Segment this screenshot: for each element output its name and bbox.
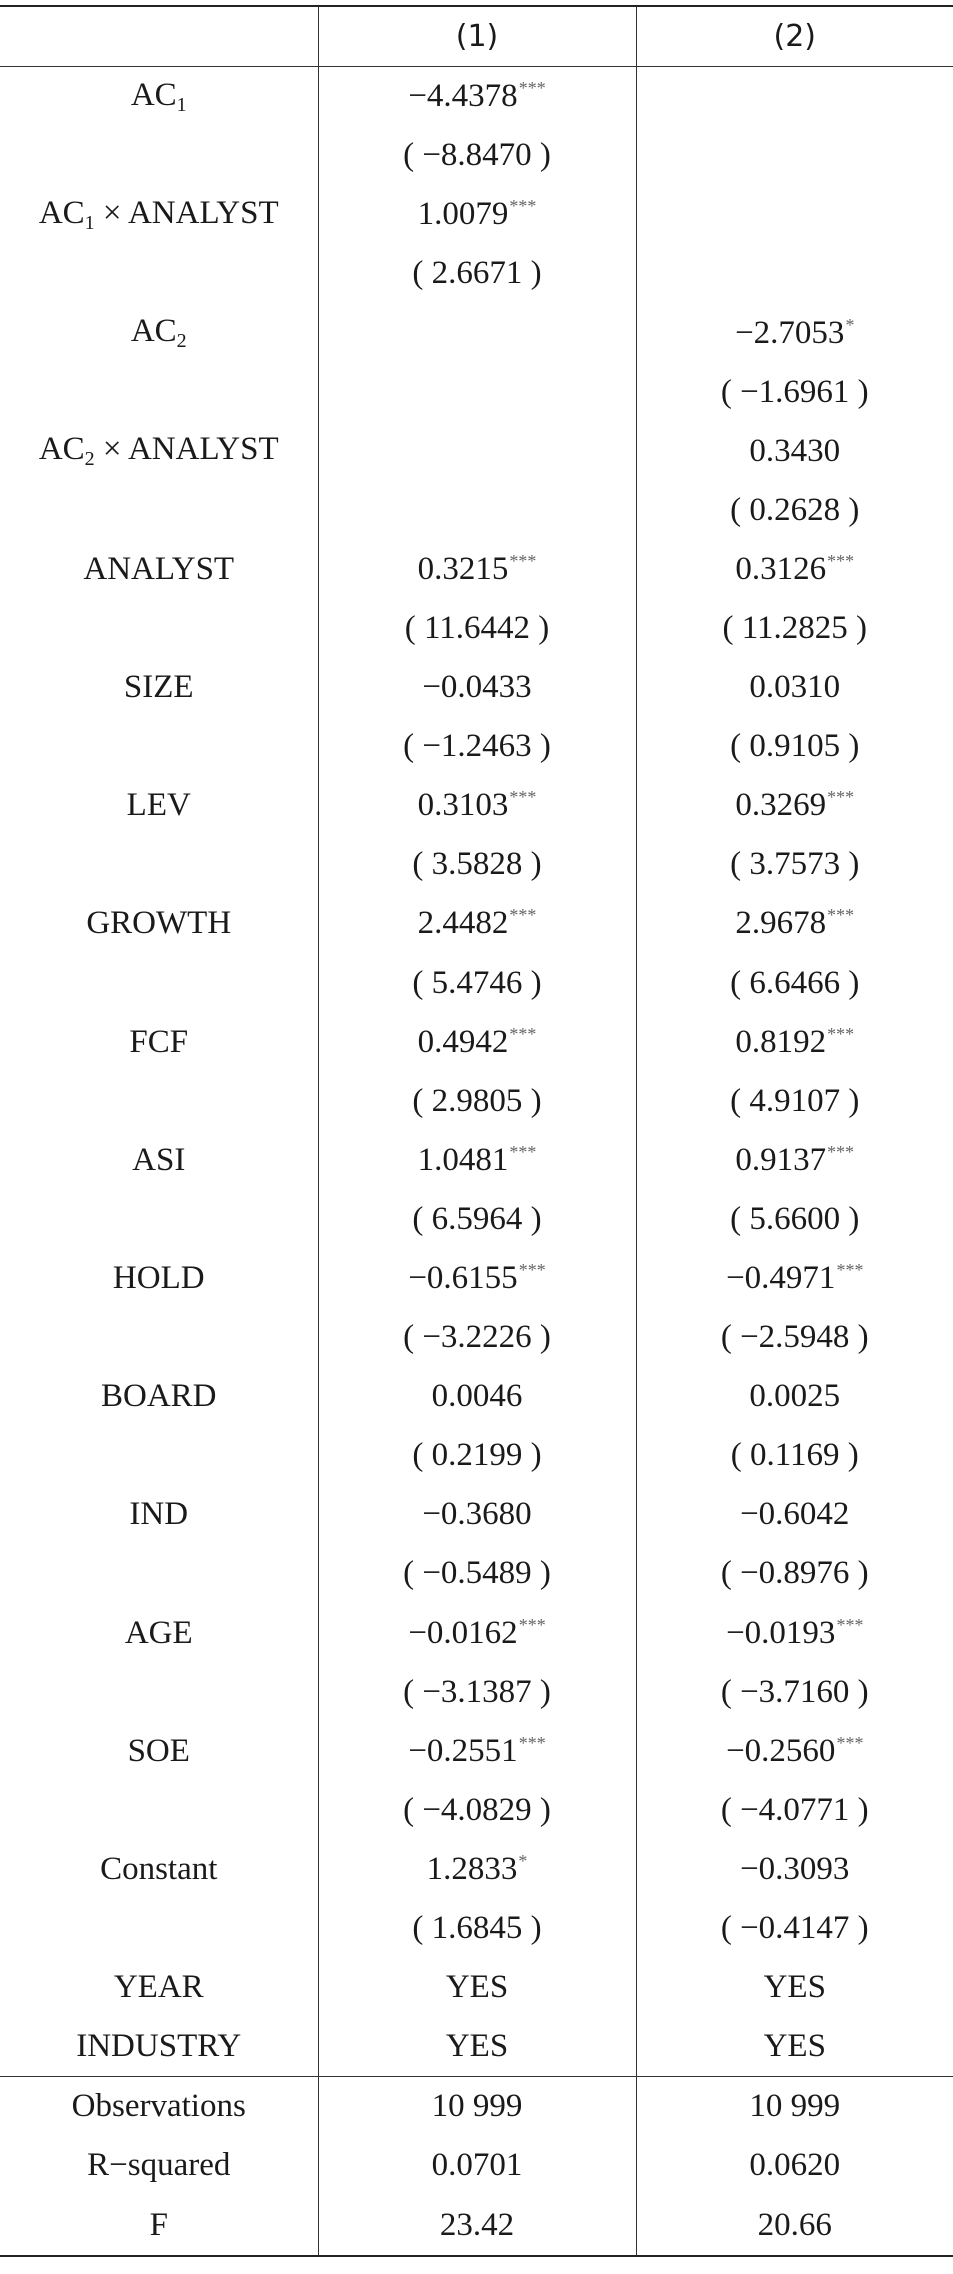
coefficient-row: [0, 658, 953, 717]
coefficient-row: [0, 185, 953, 244]
variable-name: [0, 1544, 318, 1603]
significance-stars: ***: [518, 1732, 546, 1753]
model-2-cell: [636, 1426, 953, 1485]
significance-stars: ***: [827, 550, 855, 571]
model-1-cell-value: ( −3.1387 ): [403, 1673, 551, 1710]
model-2-cell: [636, 363, 953, 422]
model-1-cell-value: ( −8.8470 ): [403, 137, 551, 174]
significance-stars: ***: [827, 905, 855, 926]
variable-name: $AC_1$ × ANALYST: [0, 185, 318, 244]
model-1-cell: [318, 540, 636, 599]
model-2-cell: [636, 717, 953, 776]
model-1-cell-value: ( −4.0829 ): [403, 1791, 551, 1828]
statistics-row: [0, 2136, 953, 2195]
model-2-cell-value: 2.9678: [735, 905, 827, 942]
significance-stars: *: [845, 314, 855, 335]
variable-name: ANALYST: [0, 540, 318, 599]
variable-name: GROWTH: [0, 894, 318, 953]
model-1-cell-value: ( −1.2463 ): [403, 728, 551, 765]
variable-name: ASI: [0, 1131, 318, 1190]
model-2-cell: [636, 1840, 953, 1899]
model-1-cell-value: 2.4482: [417, 905, 509, 942]
model-1-cell: [318, 244, 636, 303]
tstat-row: [0, 1072, 953, 1131]
significance-stars: ***: [836, 1260, 864, 1281]
model-2-cell: [636, 894, 953, 953]
model-2-cell-value: −0.4971: [726, 1260, 836, 1297]
model-2-cell-value: ( 6.6466 ): [730, 964, 860, 1001]
significance-stars: ***: [836, 1732, 864, 1753]
model-2-cell-value: −0.2560: [726, 1732, 836, 1769]
variable-name: SOE: [0, 1722, 318, 1781]
model-2-cell-value: ( −1.6961 ): [720, 373, 869, 410]
variable-name: [0, 363, 318, 422]
model-2-cell-value: ( −0.4147 ): [720, 1910, 869, 1947]
model-2-cell: [636, 954, 953, 1013]
model-2-cell: [636, 185, 953, 244]
model-1-cell: [318, 185, 636, 244]
model-2-cell: [636, 540, 953, 599]
tstat-row: [0, 126, 953, 185]
model-1-cell: [318, 1131, 636, 1190]
variable-name: Constant: [0, 1840, 318, 1899]
model-2-cell-value: 0.0025: [749, 1378, 841, 1415]
model-1-cell: [318, 481, 636, 540]
model-2-cell: [636, 1722, 953, 1781]
model-2-cell-value: −0.3093: [740, 1850, 850, 1887]
model-2-cell: [636, 776, 953, 835]
model-2-cell-value: −0.0193: [726, 1614, 836, 1651]
significance-stars: ***: [509, 550, 537, 571]
model-2-cell: [636, 1544, 953, 1603]
model-1-cell-value: 0.4942: [417, 1023, 509, 1060]
variable-name: R−squared: [0, 2136, 318, 2195]
model-1-cell-value: ( 11.6442 ): [404, 609, 550, 646]
coefficient-row: [0, 67, 953, 127]
model-1-cell-value: YES: [445, 1969, 509, 2006]
coefficient-row: [0, 2017, 953, 2077]
subscript-index: 1: [84, 211, 95, 234]
model-2-cell-value: 0.3126: [735, 550, 827, 587]
model-1-cell-value: 0.3215: [417, 550, 509, 587]
coefficient-row: [0, 1604, 953, 1663]
model-2-cell-value: ( 4.9107 ): [730, 1082, 860, 1119]
model-2-cell-value: ( −3.7160 ): [720, 1673, 869, 1710]
tstat-row: [0, 954, 953, 1013]
model-1-cell-value: −0.2551: [408, 1732, 518, 1769]
variable-name: $AC_1$: [0, 67, 318, 127]
model-1-cell: [318, 1544, 636, 1603]
model-1-cell: [318, 1958, 636, 2017]
tstat-row: [0, 1308, 953, 1367]
header-model-2: (2): [636, 6, 953, 67]
subscript-index: 2: [176, 330, 187, 353]
model-1-cell-value: −0.3680: [422, 1496, 532, 1533]
model-1-cell-value: 23.42: [439, 2206, 515, 2243]
model-1-cell: [318, 954, 636, 1013]
significance-stars: ***: [509, 787, 537, 808]
model-1-cell: [318, 1781, 636, 1840]
significance-stars: ***: [827, 1023, 855, 1044]
variable-name: FCF: [0, 1013, 318, 1072]
model-2-cell-value: 0.3430: [749, 432, 841, 469]
model-2-cell-value: ( −0.8976 ): [720, 1555, 869, 1592]
model-1-cell: [318, 1426, 636, 1485]
regression-table: [0, 5, 953, 2257]
model-1-cell: [318, 2017, 636, 2077]
model-1-cell-value: ( 3.5828 ): [412, 846, 542, 883]
model-1-cell: [318, 126, 636, 185]
table-header: [0, 6, 953, 67]
header-variable-cell: [0, 6, 318, 67]
variable-name: AGE: [0, 1604, 318, 1663]
model-1-cell: [318, 422, 636, 481]
tstat-row: [0, 599, 953, 658]
model-1-cell: [318, 1013, 636, 1072]
variable-name: $AC_2$: [0, 303, 318, 362]
significance-stars: *: [518, 1850, 528, 1871]
tstat-row: [0, 1426, 953, 1485]
significance-stars: ***: [827, 787, 855, 808]
model-2-cell-value: ( 5.6600 ): [730, 1200, 860, 1237]
model-1-cell: [318, 835, 636, 894]
model-2-cell-value: −2.7053: [735, 314, 845, 351]
model-1-cell: [318, 1899, 636, 1958]
variable-name: [0, 599, 318, 658]
model-2-cell: [636, 1485, 953, 1544]
model-2-cell-value: 0.3269: [735, 787, 827, 824]
coefficient-row: [0, 422, 953, 481]
model-1-cell: [318, 717, 636, 776]
model-1-cell-value: 10 999: [431, 2088, 523, 2125]
model-1-cell: [318, 1249, 636, 1308]
variable-name: [0, 1308, 318, 1367]
model-1-cell: [318, 363, 636, 422]
model-1-cell: [318, 1367, 636, 1426]
variable-name: SIZE: [0, 658, 318, 717]
coefficient-row: [0, 1249, 953, 1308]
model-1-cell-value: ( −3.2226 ): [403, 1319, 551, 1356]
model-2-cell: [636, 67, 953, 127]
model-1-cell: [318, 658, 636, 717]
tstat-row: [0, 1663, 953, 1722]
model-1-cell-value: ( −0.5489 ): [403, 1555, 551, 1592]
model-1-cell-value: ( 1.6845 ): [412, 1910, 542, 1947]
model-1-cell-value: 0.0046: [431, 1378, 523, 1415]
model-1-cell: [318, 1663, 636, 1722]
variable-name: [0, 1663, 318, 1722]
model-2-cell: [636, 1367, 953, 1426]
model-2-cell: [636, 1958, 953, 2017]
significance-stars: ***: [518, 78, 546, 99]
model-1-cell: [318, 1840, 636, 1899]
significance-stars: ***: [827, 1141, 855, 1162]
tstat-row: [0, 1544, 953, 1603]
coefficient-row: [0, 776, 953, 835]
variable-name: [0, 717, 318, 776]
statistics-row: [0, 2077, 953, 2137]
variable-name: INDUSTRY: [0, 2017, 318, 2077]
model-2-cell: [636, 1899, 953, 1958]
variable-name: [0, 244, 318, 303]
variable-name: F: [0, 2195, 318, 2255]
variable-name: [0, 835, 318, 894]
model-1-cell: [318, 1722, 636, 1781]
coefficient-row: [0, 894, 953, 953]
significance-stars: ***: [509, 1141, 537, 1162]
tstat-row: [0, 363, 953, 422]
model-2-cell: [636, 2136, 953, 2195]
model-2-cell-value: 0.9137: [735, 1141, 827, 1178]
model-1-cell-value: ( 6.5964 ): [412, 1200, 542, 1237]
model-1-cell: [318, 894, 636, 953]
model-1-cell: [318, 2195, 636, 2255]
variable-name: IND: [0, 1485, 318, 1544]
model-1-cell-value: 1.2833: [426, 1850, 518, 1887]
variable-name: YEAR: [0, 1958, 318, 2017]
model-2-cell-value: 0.0310: [749, 669, 841, 706]
significance-stars: ***: [518, 1260, 546, 1281]
model-1-cell: [318, 2136, 636, 2195]
variable-name: HOLD: [0, 1249, 318, 1308]
model-1-cell-value: −0.0433: [422, 669, 532, 706]
model-2-cell: [636, 244, 953, 303]
variable-name: [0, 126, 318, 185]
model-2-cell: [636, 481, 953, 540]
coefficient-row: [0, 1131, 953, 1190]
tstat-row: [0, 1781, 953, 1840]
variable-name: LEV: [0, 776, 318, 835]
model-2-cell-value: 0.0620: [749, 2147, 841, 2184]
subscript-index: 2: [84, 448, 95, 471]
model-2-cell-value: 20.66: [757, 2206, 832, 2243]
variable-name: [0, 481, 318, 540]
model-1-cell: [318, 2077, 636, 2137]
model-2-cell-value: 0.8192: [735, 1023, 827, 1060]
model-1-cell: [318, 67, 636, 127]
coefficient-row: [0, 303, 953, 362]
model-1-cell: [318, 1485, 636, 1544]
tstat-row: [0, 717, 953, 776]
model-2-cell: [636, 599, 953, 658]
model-1-cell: [318, 1190, 636, 1249]
model-1-cell-value: 0.0701: [431, 2147, 523, 2184]
variable-name: BOARD: [0, 1367, 318, 1426]
model-2-cell: [636, 126, 953, 185]
variable-name: [0, 1899, 318, 1958]
model-2-cell: [636, 1249, 953, 1308]
coefficient-row: [0, 1013, 953, 1072]
statistics-row: [0, 2195, 953, 2255]
model-1-cell-value: −0.0162: [408, 1614, 518, 1651]
model-2-cell-value: ( −4.0771 ): [720, 1791, 869, 1828]
model-2-cell-value: ( 11.2825 ): [722, 609, 867, 646]
model-1-cell-value: YES: [445, 2028, 509, 2065]
model-2-cell-value: ( −2.5948 ): [720, 1319, 869, 1356]
model-2-cell: [636, 422, 953, 481]
model-1-cell-value: −0.6155: [408, 1260, 518, 1297]
variable-name: [0, 1781, 318, 1840]
model-1-cell-value: ( 2.6671 ): [412, 255, 542, 292]
model-2-cell-value: ( 0.1169 ): [730, 1437, 859, 1474]
coefficient-row: [0, 1958, 953, 2017]
coefficient-row: [0, 1722, 953, 1781]
model-2-cell-value: ( 0.9105 ): [730, 728, 860, 765]
model-2-cell: [636, 2017, 953, 2077]
model-1-cell-value: ( 0.2199 ): [412, 1437, 542, 1474]
model-2-cell: [636, 835, 953, 894]
model-1-cell-value: −4.4378: [408, 78, 518, 115]
subscript-index: 1: [176, 93, 187, 116]
model-1-cell-value: 0.3103: [417, 787, 509, 824]
model-2-cell: [636, 1781, 953, 1840]
model-2-cell: [636, 1663, 953, 1722]
variable-name: [0, 1426, 318, 1485]
model-1-cell-value: ( 2.9805 ): [412, 1082, 542, 1119]
model-2-cell-value: −0.6042: [740, 1496, 850, 1533]
variable-name: $AC_2$ × ANALYST: [0, 422, 318, 481]
model-1-cell: [318, 776, 636, 835]
model-1-cell: [318, 1072, 636, 1131]
model-1-cell: [318, 303, 636, 362]
variable-name: [0, 1072, 318, 1131]
coefficient-row: [0, 1840, 953, 1899]
variable-name: [0, 954, 318, 1013]
model-1-cell: [318, 599, 636, 658]
model-2-cell: [636, 658, 953, 717]
tstat-row: [0, 835, 953, 894]
model-2-cell-value: 10 999: [749, 2088, 841, 2125]
table-body: [0, 67, 953, 2256]
model-2-cell-value: YES: [763, 1969, 826, 2006]
header-row: [0, 6, 953, 67]
model-1-cell-value: 1.0481: [417, 1141, 509, 1178]
model-2-cell: [636, 303, 953, 362]
model-2-cell-value: ( 0.2628 ): [730, 491, 860, 528]
tstat-row: [0, 1190, 953, 1249]
tstat-row: [0, 244, 953, 303]
variable-name: [0, 1190, 318, 1249]
significance-stars: ***: [509, 905, 537, 926]
model-2-cell: [636, 1072, 953, 1131]
model-1-cell-value: 1.0079: [417, 196, 509, 233]
model-2-cell: [636, 2077, 953, 2137]
model-2-cell: [636, 1308, 953, 1367]
model-2-cell-value: ( 3.7573 ): [730, 846, 860, 883]
coefficient-row: [0, 540, 953, 599]
significance-stars: ***: [509, 1023, 537, 1044]
model-2-cell: [636, 1604, 953, 1663]
header-model-1: (1): [318, 6, 636, 67]
coefficient-row: [0, 1485, 953, 1544]
model-2-cell-value: YES: [763, 2028, 826, 2065]
model-2-cell: [636, 1131, 953, 1190]
model-1-cell: [318, 1604, 636, 1663]
model-2-cell: [636, 1190, 953, 1249]
significance-stars: ***: [518, 1614, 546, 1635]
significance-stars: ***: [836, 1614, 864, 1635]
tstat-row: [0, 1899, 953, 1958]
tstat-row: [0, 481, 953, 540]
model-2-cell: [636, 2195, 953, 2255]
model-1-cell: [318, 1308, 636, 1367]
model-1-cell-value: ( 5.4746 ): [412, 964, 542, 1001]
coefficient-row: [0, 1367, 953, 1426]
variable-name: Observations: [0, 2077, 318, 2137]
model-2-cell: [636, 1013, 953, 1072]
significance-stars: ***: [509, 196, 537, 217]
